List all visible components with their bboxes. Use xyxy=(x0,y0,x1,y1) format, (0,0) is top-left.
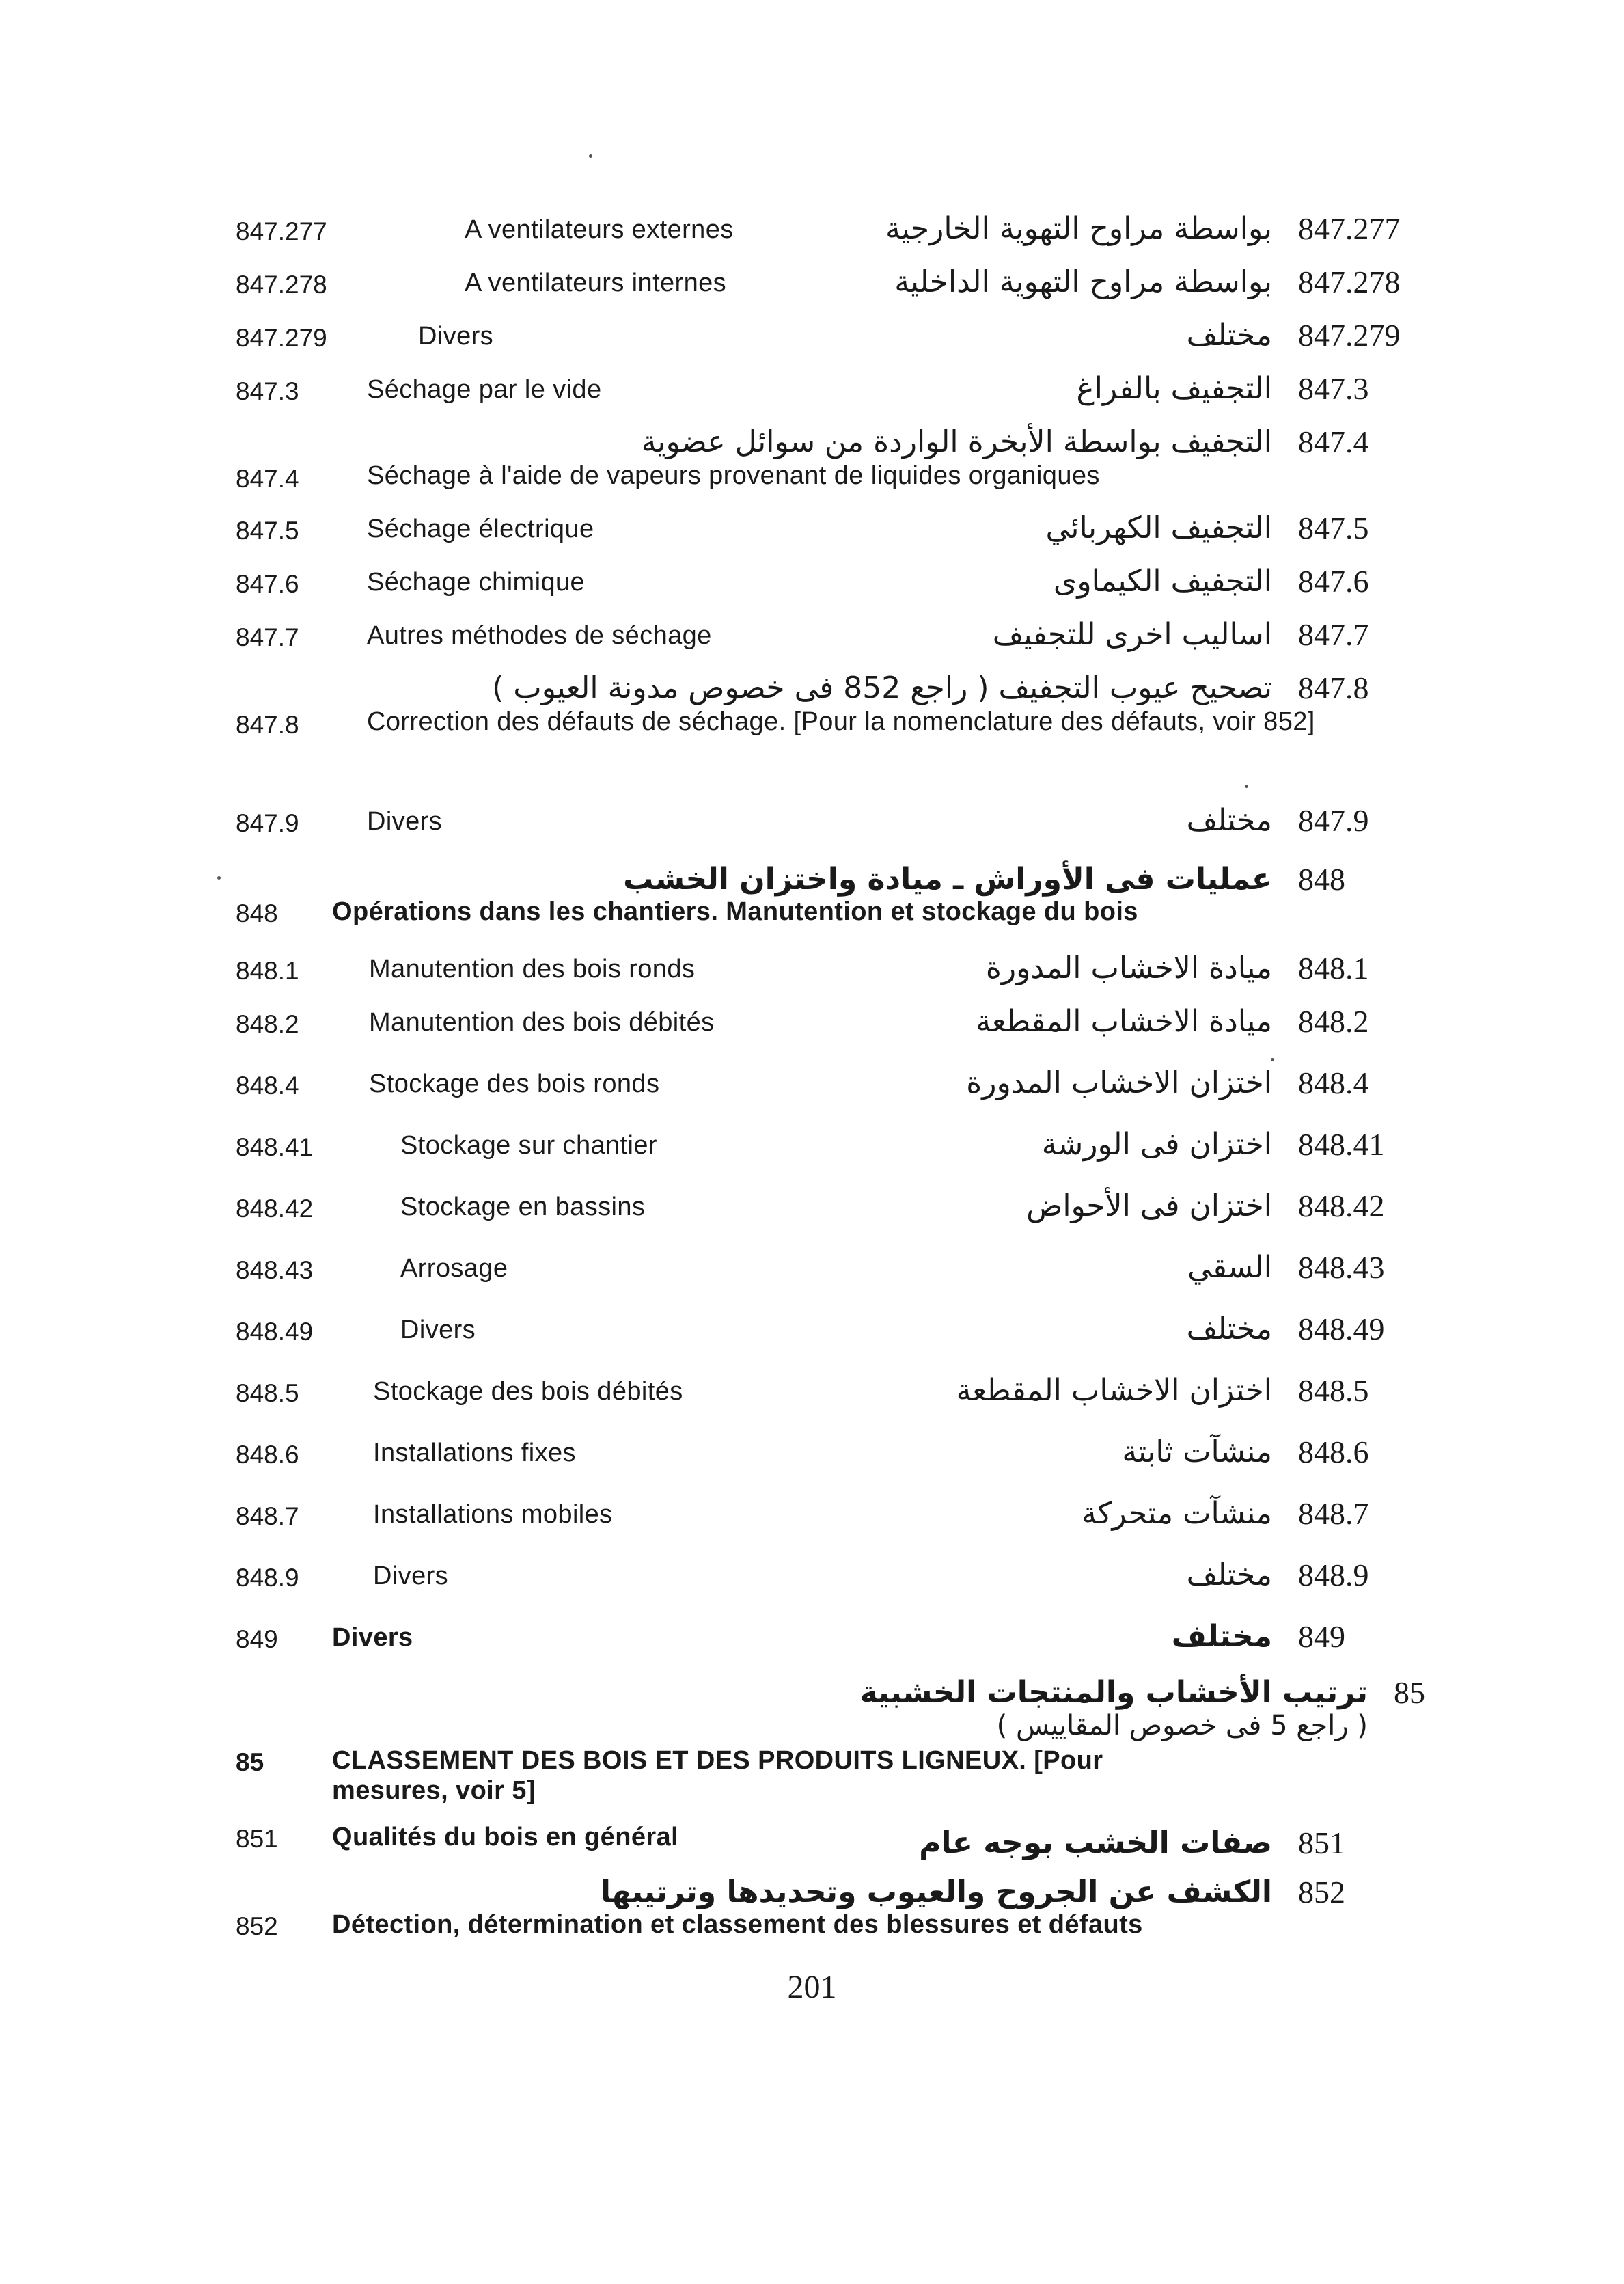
fr-code: 847.278 xyxy=(236,271,327,299)
fr-label: A ventilateurs internes xyxy=(465,269,727,297)
fr-code: 847.7 xyxy=(236,623,299,651)
ar-heading: عمليات فى الأوراش ـ ميادة واختزان الخشب xyxy=(623,862,1272,897)
ar-code: 847.279 xyxy=(1298,318,1401,353)
ar-code: 848.43 xyxy=(1298,1250,1385,1285)
fr-code: 847.277 xyxy=(236,217,327,245)
scan-speck xyxy=(1245,785,1248,788)
fr-code: 848.41 xyxy=(236,1133,314,1161)
fr-code: 848.1 xyxy=(236,957,299,985)
fr-code: 848.49 xyxy=(236,1318,314,1346)
ar-label: مختلف xyxy=(1186,1558,1272,1592)
ar-label: الكشف عن الجروح والعيوب وتحديدها وترتيبها xyxy=(600,1875,1272,1909)
fr-code: 848 xyxy=(236,899,278,927)
ar-label: التجفيف الكهربائي xyxy=(1045,511,1272,545)
fr-label: Divers xyxy=(367,807,443,836)
fr-label: Séchage à l'aide de vapeurs provenant de liquides organiques xyxy=(367,461,1100,490)
page-number: 201 xyxy=(787,1969,837,2005)
ar-code: 847.277 xyxy=(1298,211,1401,246)
fr-code: 847.9 xyxy=(236,809,299,837)
fr-label: Divers xyxy=(418,322,494,351)
ar-label: تصحيح عيوب التجفيف ( راجع 852 فى خصوص مدونة العيوب ) xyxy=(492,670,1272,705)
fr-code: 848.9 xyxy=(236,1564,299,1592)
ar-heading: ترتيب الأخشاب والمنتجات الخشبية xyxy=(859,1675,1368,1710)
fr-label: Divers xyxy=(373,1562,449,1590)
fr-label: Séchage par le vide xyxy=(367,375,602,404)
ar-label: اختزان الاخشاب المقطعة xyxy=(956,1373,1272,1408)
fr-label: Arrosage xyxy=(400,1254,508,1283)
ar-label: بواسطة مراوح التهوية الخارجية xyxy=(885,211,1272,246)
fr-code: 851 xyxy=(236,1825,278,1853)
fr-code: 847.8 xyxy=(236,711,299,739)
ar-code: 851 xyxy=(1298,1825,1345,1860)
fr-code: 848.7 xyxy=(236,1502,299,1530)
fr-code: 847.279 xyxy=(236,324,327,352)
ar-code: 848.41 xyxy=(1298,1127,1385,1162)
ar-code: 848.49 xyxy=(1298,1311,1385,1346)
ar-code: 85 xyxy=(1394,1675,1425,1710)
fr-label: Correction des défauts de séchage. [Pour la nomenclature des défauts, voir 852] xyxy=(367,707,1315,736)
ar-label: اختزان فى الورشة xyxy=(1041,1127,1272,1162)
fr-label: Qualités du bois en général xyxy=(332,1823,679,1851)
fr-label: Divers xyxy=(400,1316,476,1344)
ar-label: منشآت ثابتة xyxy=(1122,1435,1272,1469)
ar-label: ميادة الاخشاب المدورة xyxy=(985,951,1272,985)
fr-code: 847.3 xyxy=(236,377,299,405)
ar-label: التجفيف الكيماوى xyxy=(1053,564,1272,599)
fr-label: Autres méthodes de séchage xyxy=(367,621,712,650)
ar-label: اختزان فى الأحواض xyxy=(1026,1188,1272,1223)
ar-code: 848.2 xyxy=(1298,1004,1369,1039)
ar-code: 847.7 xyxy=(1298,617,1369,652)
fr-label: Installations mobiles xyxy=(373,1500,613,1529)
fr-label: Divers xyxy=(332,1623,413,1652)
fr-label: Stockage des bois débités xyxy=(373,1377,683,1406)
ar-label: اختزان الاخشاب المدورة xyxy=(966,1065,1272,1100)
fr-code: 848.5 xyxy=(236,1379,299,1407)
ar-label: السقي xyxy=(1187,1250,1272,1285)
ar-code: 847.9 xyxy=(1298,803,1369,838)
ar-label: مختلف xyxy=(1171,1619,1272,1654)
fr-code: 848.2 xyxy=(236,1010,299,1038)
fr-heading: Opérations dans les chantiers. Manutention et stockage du bois xyxy=(332,897,1138,926)
ar-code: 848.4 xyxy=(1298,1065,1369,1100)
fr-code: 848.4 xyxy=(236,1072,299,1100)
ar-code: 848.6 xyxy=(1298,1435,1369,1469)
ar-code: 847.8 xyxy=(1298,670,1369,705)
ar-label: بواسطة مراوح التهوية الداخلية xyxy=(894,264,1272,299)
fr-label: Stockage des bois ronds xyxy=(369,1070,660,1098)
fr-label: A ventilateurs externes xyxy=(465,215,734,244)
fr-label: Détection, détermination et classement des blessures et défauts xyxy=(332,1910,1143,1939)
fr-code: 848.42 xyxy=(236,1195,314,1223)
ar-code: 848.7 xyxy=(1298,1496,1369,1531)
ar-label: التجفيف بواسطة الأبخرة الواردة من سوائل عضوية xyxy=(641,424,1272,459)
ar-code: 847.5 xyxy=(1298,511,1369,545)
fr-label: Manutention des bois ronds xyxy=(369,955,696,983)
ar-code: 852 xyxy=(1298,1875,1345,1909)
fr-code: 85 xyxy=(236,1748,264,1776)
ar-code: 847.6 xyxy=(1298,564,1369,599)
fr-label: Manutention des bois débités xyxy=(369,1008,715,1037)
ar-label: صفات الخشب بوجه عام xyxy=(919,1825,1272,1860)
ar-label: منشآت متحركة xyxy=(1082,1496,1272,1531)
ar-note: ( راجع 5 فى خصوص المقاييس ) xyxy=(996,1710,1368,1741)
fr-code: 849 xyxy=(236,1625,278,1653)
fr-code: 852 xyxy=(236,1912,278,1940)
ar-label: التجفيف بالفراغ xyxy=(1076,371,1272,406)
ar-label: ميادة الاخشاب المقطعة xyxy=(976,1004,1272,1039)
ar-code: 849 xyxy=(1298,1619,1345,1654)
ar-code: 848.1 xyxy=(1298,951,1369,985)
ar-code: 848.9 xyxy=(1298,1558,1369,1592)
fr-code: 848.6 xyxy=(236,1441,299,1469)
fr-label: Installations fixes xyxy=(373,1439,576,1467)
ar-label: اساليب اخرى للتجفيف xyxy=(992,617,1272,652)
ar-code: 847.278 xyxy=(1298,264,1401,299)
fr-label: Séchage électrique xyxy=(367,515,594,543)
fr-heading: CLASSEMENT DES BOIS ET DES PRODUITS LIGNEUX. [Pour mesures, voir 5] xyxy=(332,1746,1103,1805)
ar-label: مختلف xyxy=(1186,803,1272,838)
ar-code: 848 xyxy=(1298,862,1345,897)
ar-code: 847.4 xyxy=(1298,424,1369,459)
scan-speck xyxy=(217,876,221,880)
fr-label: Séchage chimique xyxy=(367,568,586,597)
scan-speck xyxy=(589,154,592,158)
ar-code: 848.42 xyxy=(1298,1188,1385,1223)
ar-label: مختلف xyxy=(1186,1311,1272,1346)
ar-code: 848.5 xyxy=(1298,1373,1369,1408)
ar-code: 847.3 xyxy=(1298,371,1369,406)
scan-speck xyxy=(1271,1058,1274,1061)
ar-label: مختلف xyxy=(1186,318,1272,353)
fr-code: 848.43 xyxy=(236,1256,314,1284)
fr-code: 847.6 xyxy=(236,570,299,598)
fr-label: Stockage sur chantier xyxy=(400,1131,657,1160)
fr-code: 847.4 xyxy=(236,465,299,493)
fr-code: 847.5 xyxy=(236,517,299,545)
fr-label: Stockage en bassins xyxy=(400,1193,646,1221)
